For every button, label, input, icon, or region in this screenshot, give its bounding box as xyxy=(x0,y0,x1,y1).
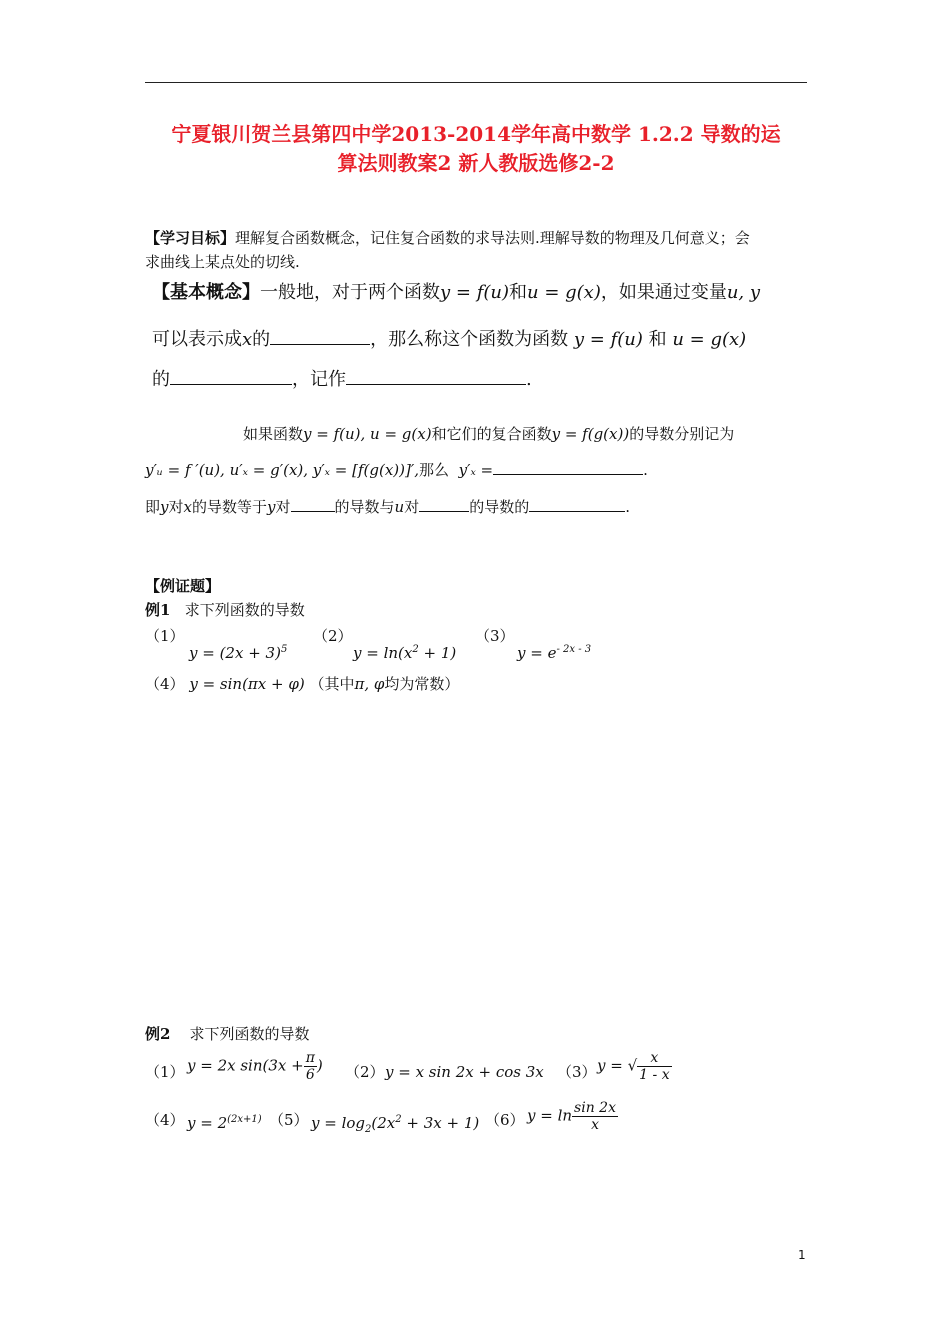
blank-3[interactable] xyxy=(346,370,526,385)
ex1-expr-2: $y = \ln(x^2 + 1)$ xyxy=(353,644,457,662)
example2-row-1: （1） y = 2x sin(3x + $\frac{\pi}{6}$ ) （2） y = x sin 2x + cos 3x （3） y = √ $\frac{x}{1 - x}$ xyxy=(145,1050,670,1083)
ex2-expr-2: y = x sin 2x + cos 3x xyxy=(385,1063,544,1081)
blank-1[interactable] xyxy=(270,330,370,345)
rule-line-1: 如果函数y = f(u), u = g(x)和它们的复合函数y = f(g(x))的导数分别记为 xyxy=(243,425,735,443)
ex2-expr-1: y = 2x sin(3x + $\frac{\pi}{6}$ ) xyxy=(187,1050,323,1083)
blank-2[interactable] xyxy=(170,370,292,385)
ex1-expr-4: y = sin(πx + φ) xyxy=(189,675,305,693)
ex2-expr-3: y = √ $\frac{x}{1 - x}$ xyxy=(597,1050,670,1083)
objectives-label: 【学习目标】 xyxy=(145,229,236,247)
examples-label: 【例证题】 xyxy=(145,577,221,595)
blank-6[interactable] xyxy=(419,497,469,512)
concept-label: 【基本概念】 xyxy=(152,282,260,303)
title-line-2: 算法则教案2 新人教版选修2-2 xyxy=(337,151,615,175)
objectives-line-1: 理解复合函数概念，记住复合函数的求导法则.理解导数的物理及几何意义；会 xyxy=(235,229,750,247)
ex1-expr-1: $y = (2x + 3)^5$ xyxy=(189,644,288,662)
ex2-expr-6: y = ln $\frac{\sin 2x}{x}$ xyxy=(527,1100,616,1133)
document-title xyxy=(140,120,812,178)
example1-heading: 例1 求下列函数的导数 xyxy=(145,601,305,619)
ex2-expr-5: $y = \log_2(2x^2 + 3x + 1)$ xyxy=(311,1114,480,1135)
concept-line-2: 可以表示成x的 ，那么称这个函数为函数 y = f(u) 和 u = g(x) xyxy=(152,329,747,350)
ex2-expr-4: $y = 2^{(2x+1)}$ xyxy=(187,1114,262,1132)
concept-line-1: 【基本概念】一般地，对于两个函数y = f(u)和u = g(x)，如果通过变量u, y xyxy=(152,282,761,303)
header-rule xyxy=(145,82,807,83)
title-line-1: 宁夏银川贺兰县第四中学2013-2014学年高中数学 1.2.2 导数的运 xyxy=(171,122,781,146)
example1-row-2: （4） y = sin(πx + φ) （其中π, φ均为常数） xyxy=(145,675,460,693)
blank-5[interactable] xyxy=(291,497,335,512)
blank-4[interactable] xyxy=(493,460,643,475)
ex1-expr-3: $y = e^{- 2x - 3}$ xyxy=(517,644,592,662)
example1-row-1: （1） $y = (2x + 3)^5$ （2） $y = \ln(x^2 + 1)$ （3） $y = e^{- 2x - 3}$ xyxy=(145,624,810,664)
example2-row-2: （4） $y = 2^{(2x+1)}$ （5） $y = \log_2(2x^2 + 3x + 1)$ （6） y = ln $\frac{\sin 2x}{x}$ xyxy=(145,1100,810,1144)
example2-heading: 例2 求下列函数的导数 xyxy=(145,1025,310,1043)
rule-line-3: 即y对x的导数等于y对 的导数与u对 的导数的 . xyxy=(145,498,630,516)
objectives-line-2: 求曲线上某点处的切线. xyxy=(145,253,300,271)
rule-line-2: y′ᵤ = f ′(u), u′ₓ = g′(x), y′ₓ = [f(g(x))]′,那么 y′ₓ = . xyxy=(145,461,648,479)
objectives xyxy=(145,226,810,274)
blank-7[interactable] xyxy=(529,497,625,512)
concept-line-3: 的 ，记作 . xyxy=(152,369,532,390)
page-number: 1 xyxy=(798,1248,806,1262)
